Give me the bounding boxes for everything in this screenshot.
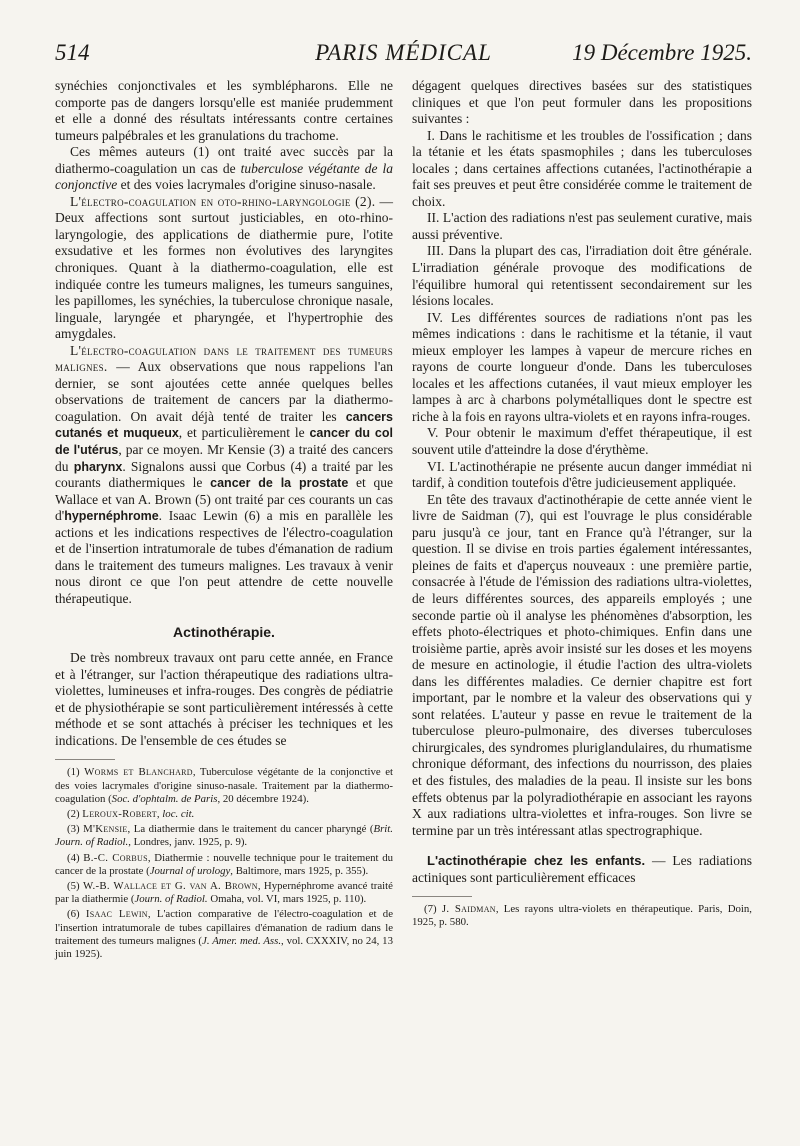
issue-date: 19 Décembre 1925. (572, 40, 752, 65)
page-number: 514 (55, 40, 90, 65)
paragraph: L'électro-coagulation dans le traitement des tumeurs malignes. — Aux observations que nous rappelions l'an dernier, se sont ajoutées cette année quelques belles observations de traitement de cancers par la diathermo-coagulation. On avait déjà tenté de traiter les cancers cutanés et muqueux, et particulièrement le cancer du col de l'utérus, par ce moyen. Mr Kensie (3) a traité des cancers du pharynx. Signalons aussi que Corbus (4) a traité par les courants diathermiques le cancer de la prostate et que Wallace et van A. Brown (5) ont traité par ces courants un cas d'hypernéphrome. Isaac Lewin (6) a mis en parallèle les actions et les indications respectives de l'électro-coagulation et de l'insertion intratumorale de tubes d'émanation de radium dans le traitement des tumeurs malignes. Les travaux à venir nous diront ce que l'on peut attendre de cette nouvelle thérapeutique. (55, 342, 393, 606)
paragraph: En tête des travaux d'actinothérapie de cette année vient le livre de Saidman (7), qui est l'ouvrage le plus considérable paru jusqu'à ce jour, tant en France qu'à l'étranger, sur la question. Il se divise en trois parties également intéressantes, pleines de faits et d'aperçus nouveaux : une première partie, consacrée à l'étude de l'émission des radiations ultra-violettes, de leurs différentes sources, des appareils employés ; une seconde partie où il analyse les phénomènes d'absorption, les effets photo-électriques et photo-chimiques. Enfin dans une troisième partie, après avoir insisté sur les doses et les moyens de mesure en actinologie, il étudie l'action des ultra-violets dans les différentes maladies. Ce dernier chapitre est fort important, par le nombre et la valeur des observations qui y sont relatées. L'auteur y passe en revue le traitement de la tuberculose pleuro-pulmonaire, des diverses tuberculoses chirurgicales, des syndromes pluriglandulaires, du rhumatisme chronique déformant, des infections du nourrisson, des plaies et des fistules, des maladies de la peau. Il insiste sur les bons effets obtenus par la polyradiothérapie en associant les rayons X aux radiations ultra-violettes et infra-rouges. Son livre se termine par un très intéressant atlas spectrographique. (412, 491, 752, 838)
footnote: (3) M'Kensie, La diathermie dans le traitement du cancer pharyngé (Brit. Journ. of Radiol., Londres, janv. 1925, p. 9). (55, 823, 393, 849)
page-header (55, 40, 752, 74)
footnote: (1) Worms et Blanchard, Tuberculose végétante de la conjonctive et des voies lacrymales d'origine sinuso-nasale. Traitement par la diathermo-coagulation (Soc. d'ophtalm. de Paris, 20 décembre 1924). (55, 766, 393, 805)
proposition: I. Dans le rachitisme et les troubles de l'ossification ; dans la tétanie et les états spasmophiles ; dans les tuberculoses locales ; dans certaines affections cutanées, l'actinothérapie a fait ses preuves et peut être considérée comme le traitement de choix. (412, 127, 752, 209)
footnote: (7) J. Saidman, Les rayons ultra-violets en thérapeutique. Paris, Doin, 1925, p. 580. (412, 903, 752, 929)
paragraph: synéchies conjonctivales et les symblépharons. Elle ne comporte pas de dangers lorsqu'elle est maniée prudemment et elle a donné des résultats intéressants contre certaines tumeurs palpébrales et les granulations du trachome. (55, 78, 393, 143)
paragraph: dégagent quelques directives basées sur des statistiques cliniques et que l'on peut formuler dans les propositions suivantes : (412, 78, 752, 127)
paragraph: L'actinothérapie chez les enfants. — Les radiations actiniques sont particulièrement efficaces (412, 853, 752, 885)
section-title: Actinothérapie. (173, 623, 275, 640)
subsection-title: L'actinothérapie chez les enfants. (427, 853, 646, 869)
left-column (55, 78, 393, 963)
footnote-divider (55, 759, 115, 760)
journal-title: PARIS MÉDICAL (315, 40, 492, 65)
footnotes (412, 903, 752, 929)
paragraph: L'électro-coagulation en oto-rhino-laryngologie (2). — Deux affections sont surtout justiciables, en oto-rhino-laryngologie, des applications de diathermie pure, l'otite exsudative et les formes non évolutives des laryngites chroniques. Quant à la diathermo-coagulation, elle est indiquée contre les tumeurs malignes, les tumeurs sanguines, les papillomes, les synéchies, la tuberculose chronique nasale, linguale, laryngée et pharyngée, et l'hypertrophie des amygdales. (55, 193, 393, 342)
footnote-divider (412, 896, 472, 897)
footnote: (2) Leroux-Robert, loc. cit. (67, 807, 195, 820)
proposition: III. Dans la plupart des cas, l'irradiation doit être générale. L'irradiation générale provoque des modifications de l'équilibre humoral qui retentissent secondairement sur les lésions locales. (412, 243, 752, 309)
proposition: IV. Les différentes sources de radiations n'ont pas les mêmes indications : dans le rachitisme et la tétanie, il vaut mieux employer les lampes à vapeur de mercure riches en rayons de courte longueur d'onde. Dans les tuberculoses locales et les affections cutanées, il vaut mieux employer les lampes à arc à charbons polymétalliques dont le spectre est riche à la fois en rayons ultra-violets et en rayons infra-rouges. (412, 309, 752, 424)
paragraph: De très nombreux travaux ont paru cette année, en France et à l'étranger, sur l'action thérapeutique des radiations ultra-violettes, lumineuses et infra-rouges. Des congrès de pédiatrie et de physiothérapie se sont particulièrement intéressés à cette méthode et se sont attachés à préciser les techniques et les indications. De l'ensemble de ces études se (55, 650, 393, 748)
footnotes (55, 766, 393, 961)
section-lead: L'électro-coagulation dans le traitement des tumeurs malignes. (55, 342, 393, 375)
proposition: VI. L'actinothérapie ne présente aucun danger immédiat ni tardif, à condition toutefois d'être judicieusement appliquée. (412, 458, 752, 491)
footnote: (5) W.-B. Wallace et G. van A. Brown, Hypernéphrome avancé traité par la diathermie (Journ. of Radiol. Omaha, vol. VI, mars 1925, p. 110). (55, 879, 393, 906)
section-lead: L'électro-coagulation en oto-rhino-laryngologie (2). (70, 193, 376, 209)
proposition: V. Pour obtenir le maximum d'effet thérapeutique, il est souvent utile d'atteindre la dose d'érythème. (412, 425, 752, 458)
proposition: II. L'action des radiations n'est pas seulement curative, mais aussi préventive. (412, 210, 752, 242)
right-column (412, 78, 752, 932)
paragraph: Ces mêmes auteurs (1) ont traité avec succès par la diathermo-coagulation un cas de tuberculose végétante de la conjonctive et des voies lacrymales d'origine sinuso-nasale. (55, 144, 393, 193)
footnote: (6) Isaac Lewin, L'action comparative de l'électro-coagulation et de l'insertion intratumorale de tubes capillaires d'émanation de radium dans le traitement des tumeurs malignes (J. Amer. med. Ass., vol. CXXXIV, no 24, 13 juin 1925). (55, 908, 393, 960)
footnote: (4) B.-C. Corbus, Diathermie : nouvelle technique pour le traitement du cancer de la prostate (Journal of urology, Baltimore, mars 1925, p. 355). (55, 851, 394, 877)
